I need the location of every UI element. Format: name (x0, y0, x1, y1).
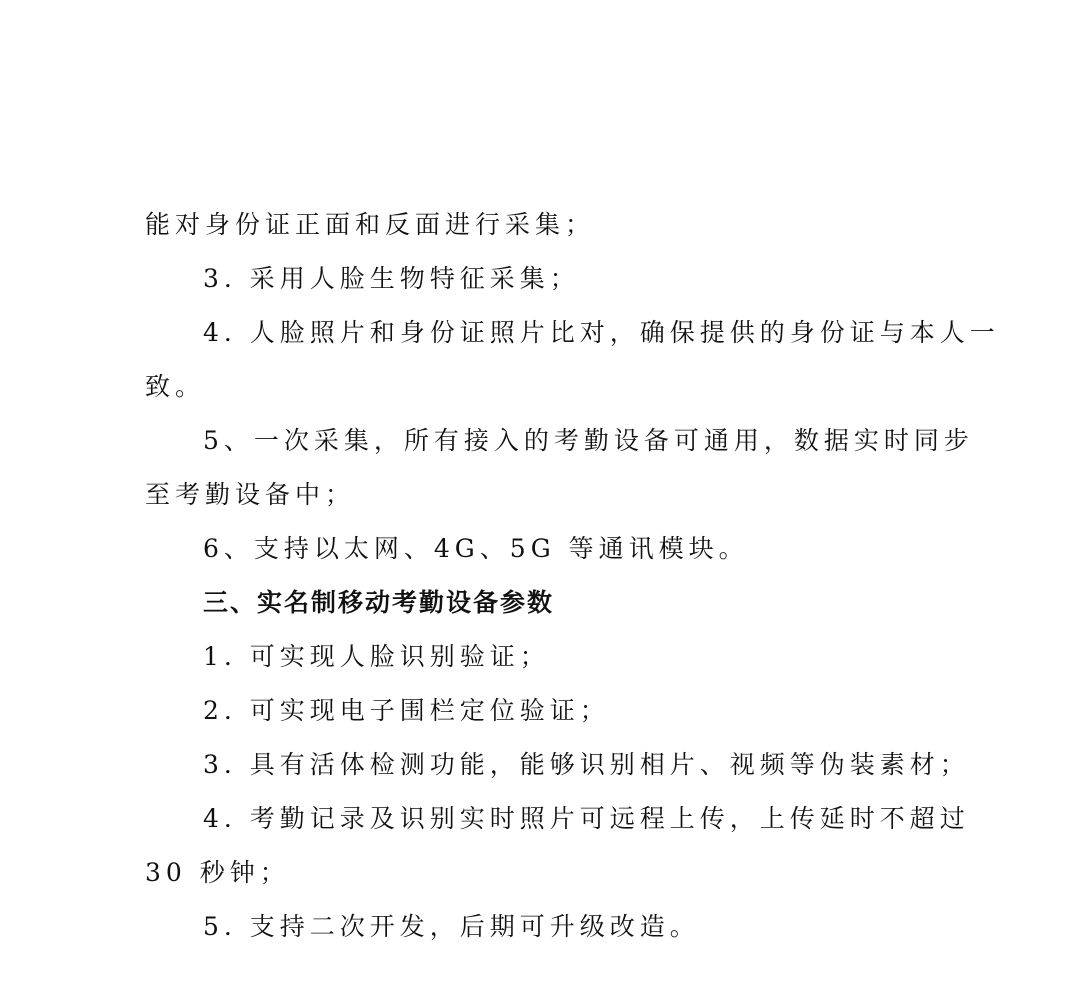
paragraph-line: 能对身份证正面和反面进行采集； (145, 210, 596, 239)
list-item-line: 2. 可实现电子围栏定位验证； (203, 696, 610, 725)
list-item-line: 5、一次采集，所有接入的考勤设备可通用，数据实时同步 (203, 426, 974, 455)
paragraph-line: 至考勤设备中； (145, 480, 356, 509)
list-item-line: 3. 具有活体检测功能，能够识别相片、视频等伪装素材； (203, 750, 970, 779)
list-item-line: 6、支持以太网、4G、5G 等通讯模块。 (203, 534, 749, 563)
list-item-line: 4. 考勤记录及识别实时照片可远程上传，上传延时不超过 (203, 804, 970, 833)
list-item-line: 1. 可实现人脸识别验证； (203, 642, 550, 671)
section-heading: 三、实名制移动考勤设备参数 (203, 588, 555, 617)
list-item-line: 5. 支持二次开发，后期可升级改造。 (203, 912, 700, 941)
list-item-line: 4. 人脸照片和身份证照片比对，确保提供的身份证与本人一 (203, 318, 1000, 347)
list-item-line: 3. 采用人脸生物特征采集； (203, 264, 580, 293)
paragraph-line: 致。 (145, 372, 206, 401)
paragraph-line: 30 秒钟； (145, 858, 290, 887)
document-body (145, 198, 1000, 954)
